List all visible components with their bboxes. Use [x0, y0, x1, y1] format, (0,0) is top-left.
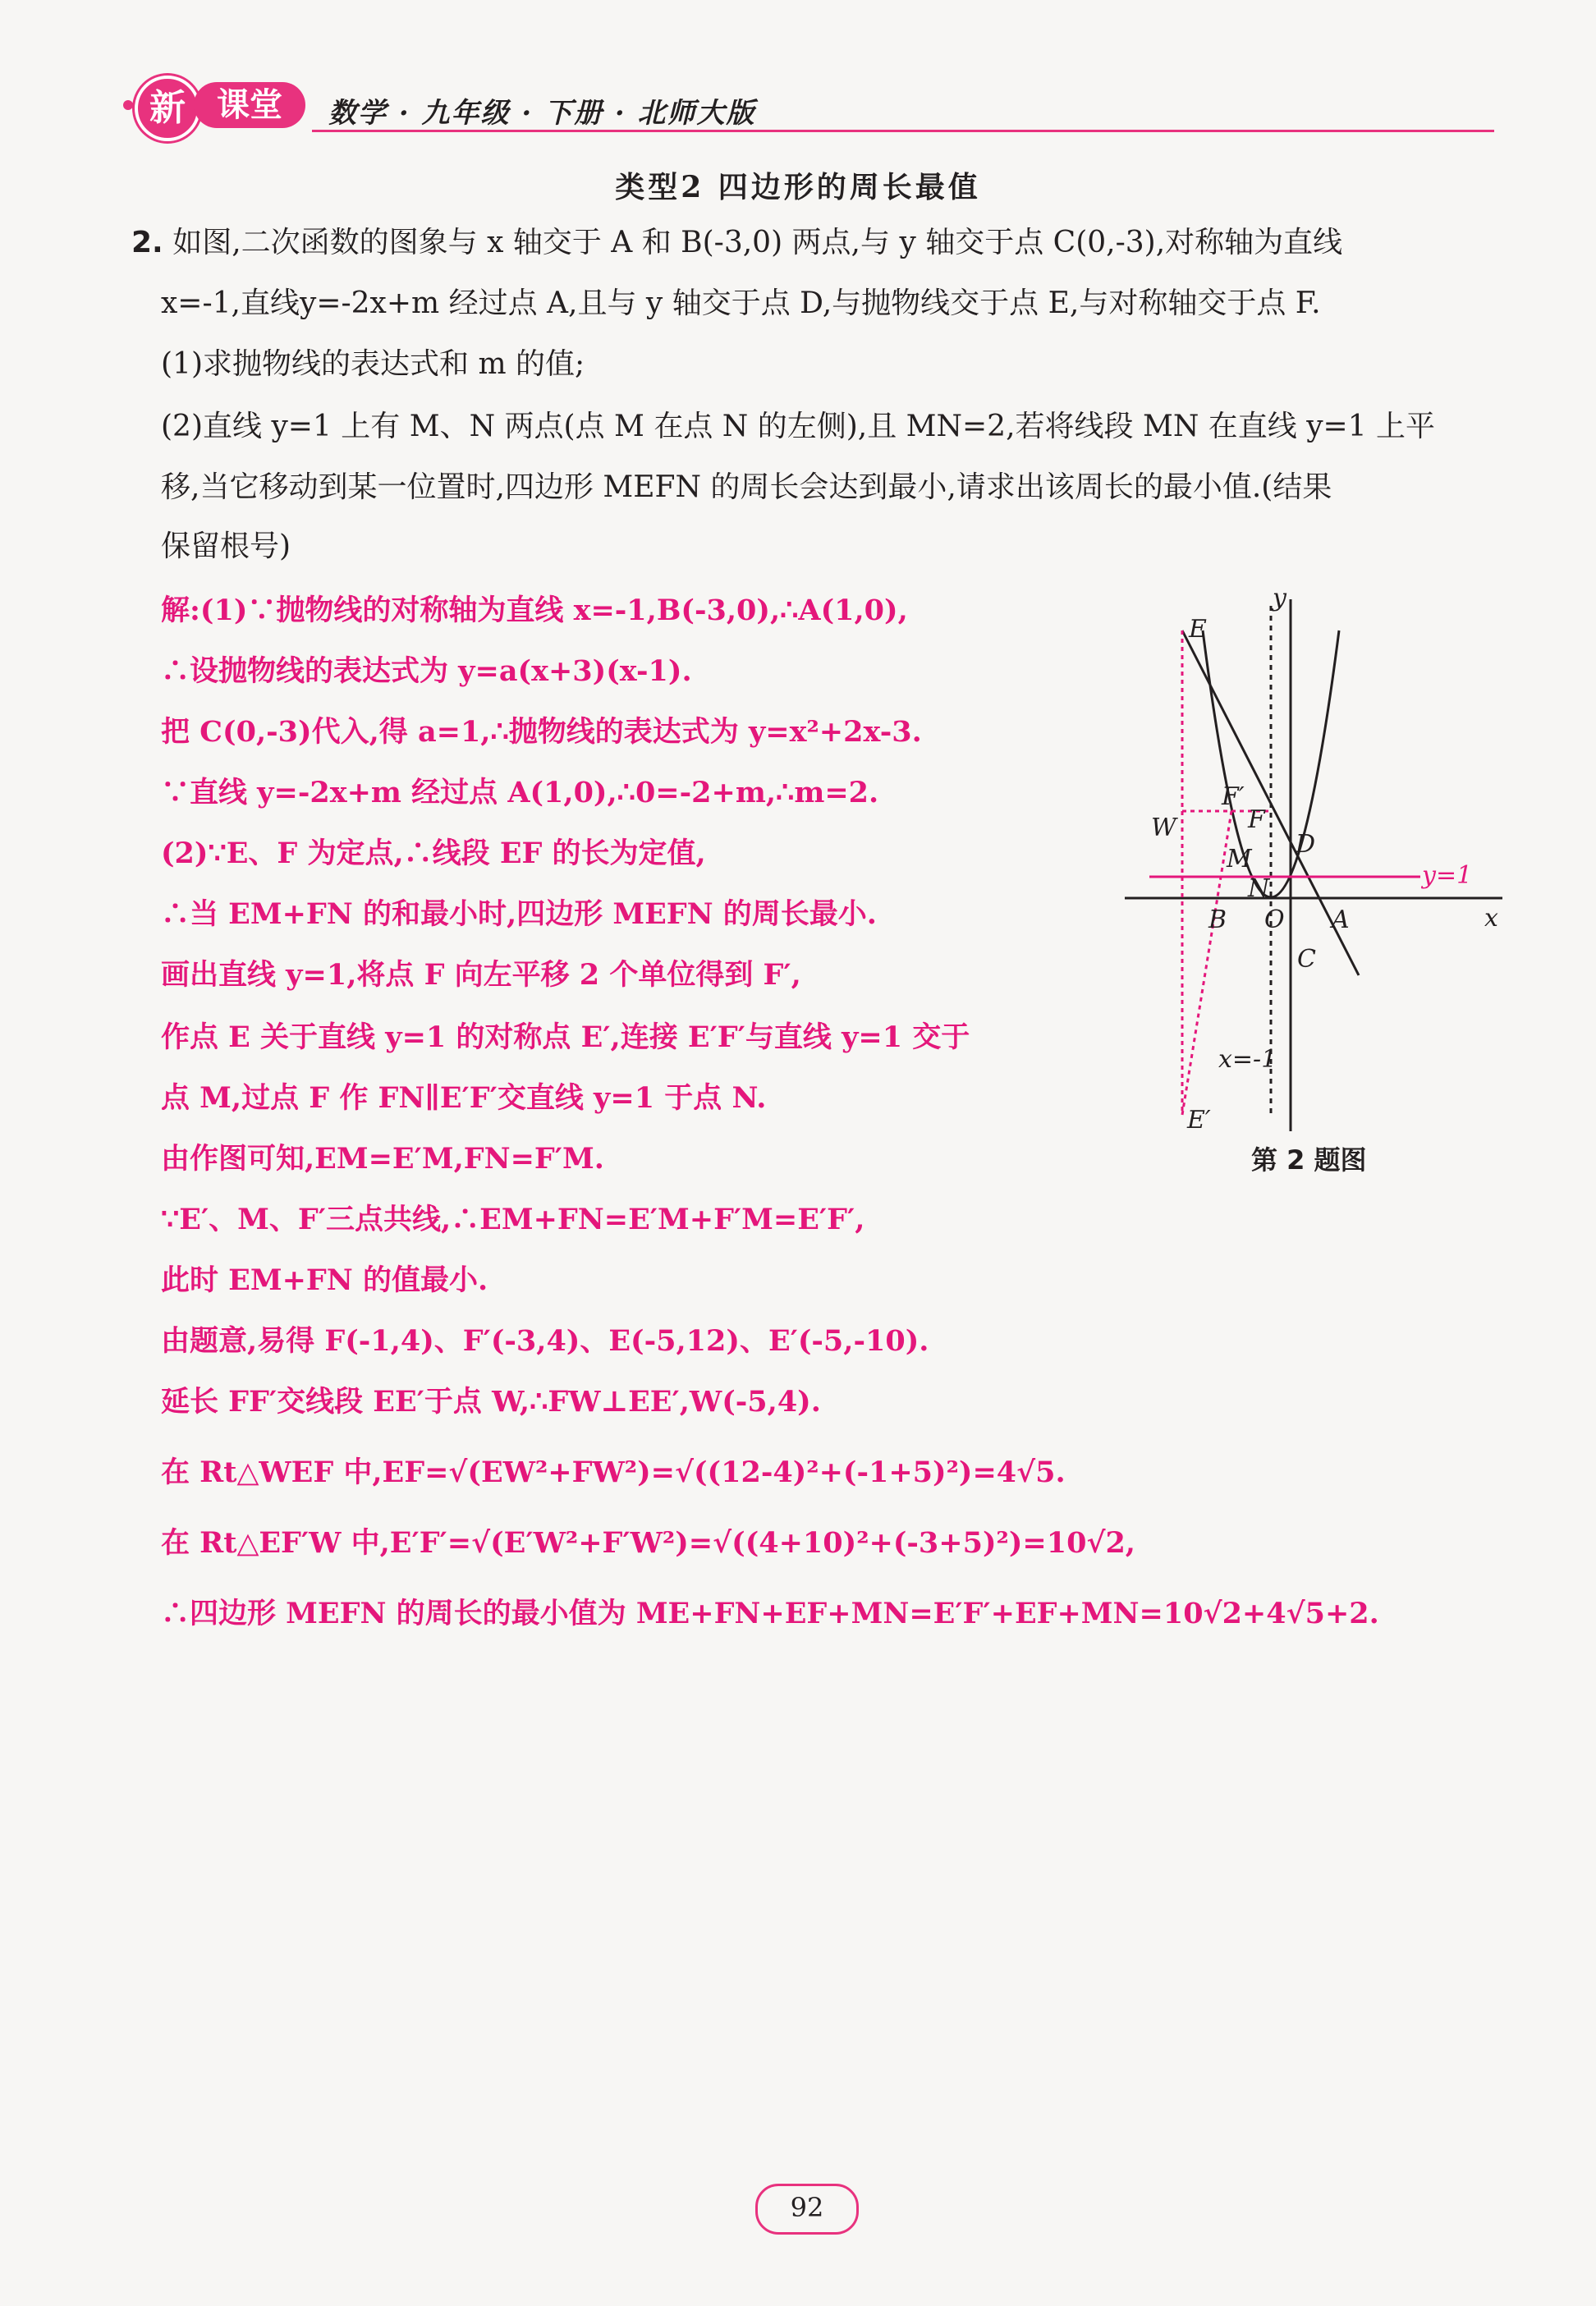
label-W: W	[1151, 814, 1176, 842]
label-B: B	[1208, 905, 1227, 934]
problem-text: 如图,二次函数的图象与 x 轴交于 A 和 B(-3,0) 两点,与 y 轴交于点 C(0,-3),对称轴为直线	[172, 226, 1343, 259]
logo-badge: 新	[135, 76, 200, 141]
subject-line: 数学 · 九年级 · 下册 · 北师大版	[328, 97, 756, 130]
label-axis: x=-1	[1218, 1045, 1277, 1074]
label-y: y	[1273, 589, 1286, 612]
solution-line: ∴当 EM+FN 的和最小时,四边形 MEFN 的周长最小.	[161, 897, 877, 931]
label-F: F	[1248, 805, 1265, 834]
solution-line: 作点 E 关于直线 y=1 的对称点 E′,连接 E′F′与直线 y=1 交于	[161, 1020, 970, 1054]
label-D: D	[1296, 830, 1316, 859]
label-E: E	[1189, 615, 1207, 644]
solution-line: ∴设抛物线的表达式为 y=a(x+3)(x-1).	[161, 654, 692, 688]
solution-line: 解:(1)∵抛物线的对称轴为直线 x=-1,B(-3,0),∴A(1,0),	[161, 594, 908, 627]
figure-caption: 第 2 题图	[1251, 1144, 1367, 1176]
solution-line: 在 Rt△EF′W 中,E′F′=√(E′W²+F′W²)=√((4+10)²+(-3+5)²)=10√2,	[161, 1526, 1135, 1560]
solution-line: 由作图可知,EM=E′M,FN=F′M.	[161, 1142, 604, 1176]
label-Fp: F′	[1222, 782, 1245, 811]
logo-dot	[123, 100, 133, 110]
solution-line: 把 C(0,-3)代入,得 a=1,∴抛物线的表达式为 y=x²+2x-3.	[161, 715, 922, 749]
solution-line: 延长 FF′交线段 EE′于点 W,∴FW⊥EE′,W(-5,4).	[161, 1385, 821, 1419]
problem-line-2: x=-1,直线y=-2x+m 经过点 A,且与 y 轴交于点 D,与抛物线交于点 E,与对称轴交于点 F.	[161, 287, 1321, 320]
solution-line: ∵E′、M、F′三点共线,∴EM+FN=E′M+F′M=E′F′,	[161, 1203, 865, 1236]
problem-line-3: (1)求抛物线的表达式和 m 的值;	[161, 347, 585, 381]
solution-line: ∵直线 y=-2x+m 经过点 A(1,0),∴0=-2+m,∴m=2.	[161, 776, 879, 809]
problem-line-1	[131, 223, 1342, 263]
book-logo	[123, 72, 312, 138]
problem-line-4: (2)直线 y=1 上有 M、N 两点(点 M 在点 N 的左侧),且 MN=2,若将线段 MN 在直线 y=1 上平	[161, 410, 1436, 443]
label-C: C	[1297, 945, 1316, 974]
label-A: A	[1332, 905, 1350, 934]
problem-number: 2.	[131, 226, 163, 259]
solution-line: 画出直线 y=1,将点 F 向左平移 2 个单位得到 F′,	[161, 958, 801, 992]
solution-line: 在 Rt△WEF 中,EF=√(EW²+FW²)=√((12-4)²+(-1+5)²)=4√5.	[161, 1456, 1066, 1489]
section-title: 类型2 四边形的周长最值	[615, 170, 981, 204]
page-number: 92	[755, 2184, 859, 2235]
parabola-figure	[1117, 589, 1511, 1148]
problem-line-5: 移,当它移动到某一位置时,四边形 MEFN 的周长会达到最小,请求出该周长的最小值.(结果	[161, 470, 1332, 504]
header-rule	[312, 130, 1494, 132]
label-M: M	[1227, 845, 1252, 873]
label-O: O	[1264, 905, 1285, 934]
solution-line: 此时 EM+FN 的值最小.	[161, 1263, 488, 1297]
solution-line: 由题意,易得 F(-1,4)、F′(-3,4)、E(-5,12)、E′(-5,-10).	[161, 1324, 929, 1358]
solution-line: (2)∵E、F 为定点,∴线段 EF 的长为定值,	[161, 837, 706, 870]
page-header	[123, 72, 1494, 138]
logo-text: 课堂	[194, 82, 305, 128]
label-y1: y=1	[1422, 861, 1473, 890]
label-x: x	[1484, 904, 1498, 933]
label-N: N	[1248, 874, 1270, 903]
label-Ep: E′	[1187, 1106, 1211, 1135]
solution-line: 点 M,过点 F 作 FN∥E′F′交直线 y=1 于点 N.	[161, 1081, 767, 1115]
solution-line: ∴四边形 MEFN 的周长的最小值为 ME+FN+EF+MN=E′F′+EF+MN=10√2+4√5+2.	[161, 1597, 1379, 1630]
problem-line-6: 保留根号)	[161, 530, 291, 563]
